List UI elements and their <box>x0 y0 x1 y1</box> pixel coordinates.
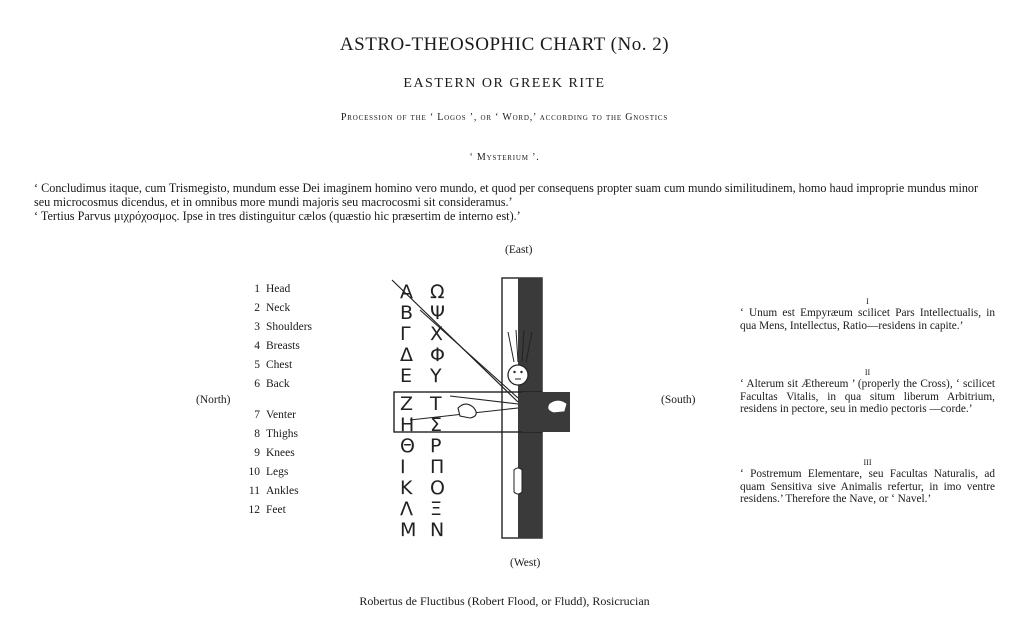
body-part-item <box>240 378 290 390</box>
body-part-label: Thighs <box>266 428 298 440</box>
body-part-number: 7 <box>254 409 260 421</box>
left-hand-icon <box>458 404 476 418</box>
greek-letter: Α <box>400 281 413 303</box>
quote-line-1: ‘ Concludimus itaque, cum Trismegisto, mundum esse Dei imaginem homino vero mundo, et quod per consequens propter suam cum mundo similitudinem, homo haud improprie mundus minor seu microcosmus dicendus, et in omnibus more mundi majoris seu macrocosmi sit consideramus.’ <box>34 181 979 209</box>
direction-east: (East) <box>505 244 533 256</box>
greek-letter: Ψ <box>430 302 445 324</box>
face-icon <box>508 365 528 385</box>
greek-letter: Η <box>400 414 415 436</box>
body-part-label: Feet <box>266 504 286 516</box>
procession-heading: Procession of the ‘ Logos ’, or ‘ Word,’ according to the Gnostics <box>340 112 669 123</box>
body-part-number: 1 <box>254 283 260 295</box>
latin-section-2 <box>740 368 995 416</box>
greek-letter: Ο <box>430 477 445 499</box>
greek-letter: Ω <box>430 281 445 303</box>
greek-letter: Τ <box>430 393 442 415</box>
body-part-label: Breasts <box>266 340 300 352</box>
greek-letter: Υ <box>430 365 442 387</box>
body-part-label: Chest <box>266 359 293 371</box>
greek-letter: Σ <box>430 414 443 436</box>
greek-letter: Μ <box>400 519 417 541</box>
face-eye <box>520 371 522 373</box>
greek-letters-right <box>429 281 445 541</box>
greek-letter: Ξ <box>430 498 443 520</box>
greek-letter: Δ <box>400 344 413 366</box>
greek-letter: Ι <box>400 456 406 478</box>
greek-letters-left <box>400 281 416 541</box>
section-text: ‘ Postremum Elementare, seu Facultas Naturalis, ad quam Sensitiva sive Animalis refertur, in imo ventre residens.’ Therefore the Nave, or ‘ Navel.’ <box>740 468 995 506</box>
body-part-item <box>240 447 295 459</box>
body-part-label: Legs <box>266 466 289 478</box>
body-part-item <box>240 409 296 421</box>
body-part-number: 5 <box>254 359 260 371</box>
section-numeral: II <box>864 368 871 377</box>
body-part-item <box>240 340 300 352</box>
latin-section-3 <box>740 458 995 506</box>
greek-letter: Ν <box>430 519 445 541</box>
body-part-item <box>240 428 298 440</box>
body-part-item <box>240 359 292 371</box>
section-text: ‘ Unum est Empyræum scilicet Pars Intellectualis, in qua Mens, Intellectus, Ratio—residens in capite.’ <box>740 307 995 332</box>
greek-letter: Ρ <box>430 435 442 457</box>
body-part-item <box>240 485 299 497</box>
direction-south: (South) <box>661 394 696 406</box>
section-numeral: III <box>863 458 872 467</box>
body-part-item <box>240 321 312 333</box>
body-part-number: 3 <box>254 321 260 333</box>
greek-letter: Φ <box>430 344 445 366</box>
page-title: ASTRO-THEOSOPHIC CHART (No. 2) <box>339 34 670 55</box>
greek-letter: Γ <box>400 323 411 345</box>
body-part-number: 6 <box>254 378 260 390</box>
body-part-number: 4 <box>254 340 260 352</box>
section-text: ‘ Alterum sit Æthereum ’ (properly the Cross), ‘ scilicet Facultas Vitalis, in qua situm liberum Arbitrium, residens in pectore, seu in medio pectoris —corde.’ <box>740 378 995 416</box>
quote-line-2: ‘ Tertius Parvus μιχρόχοσμος. Ipse in tres distinguitur cælos (quæstio hic præsertim de interno est).’ <box>34 209 521 223</box>
body-part-number: 2 <box>254 302 260 314</box>
body-part-label: Ankles <box>266 485 299 497</box>
body-part-number: 10 <box>248 466 260 478</box>
body-part-number: 9 <box>254 447 260 459</box>
feet-icon <box>514 468 522 494</box>
face-eye <box>513 371 515 373</box>
footer-attribution: Robertus de Fluctibus (Robert Flood, or Fludd), Rosicrucian <box>359 594 650 608</box>
body-part-item <box>240 283 290 295</box>
greek-letter: Κ <box>400 477 413 499</box>
greek-letter: Θ <box>400 435 415 457</box>
body-part-label: Head <box>266 283 291 295</box>
greek-letter: Β <box>400 302 414 324</box>
body-part-label: Knees <box>266 447 295 459</box>
body-part-item <box>240 504 286 516</box>
greek-letter: Π <box>430 456 445 478</box>
mysterium-heading: ‘ Mysterium ’. <box>469 152 540 163</box>
body-part-number: 11 <box>248 485 260 497</box>
section-numeral: I <box>866 297 869 306</box>
greek-letter: Ε <box>400 365 413 387</box>
body-part-label: Neck <box>266 302 291 314</box>
cross-diagram <box>390 270 570 542</box>
body-part-item <box>240 302 290 314</box>
greek-letter: Χ <box>430 323 444 345</box>
page-subtitle: EASTERN OR GREEK RITE <box>403 76 606 91</box>
direction-north: (North) <box>196 394 231 406</box>
latin-section-1 <box>740 297 995 332</box>
body-part-number: 12 <box>248 504 260 516</box>
body-part-label: Back <box>266 378 290 390</box>
cross-center-shade <box>522 392 542 432</box>
ray-line <box>450 396 518 404</box>
body-part-number: 8 <box>254 428 260 440</box>
latin-quote <box>34 181 994 223</box>
greek-letter: Λ <box>400 498 413 520</box>
direction-west: (West) <box>510 557 541 569</box>
greek-letter: Ζ <box>400 393 414 415</box>
body-part-item <box>240 466 288 478</box>
body-part-label: Venter <box>266 409 297 421</box>
body-part-label: Shoulders <box>266 321 312 333</box>
